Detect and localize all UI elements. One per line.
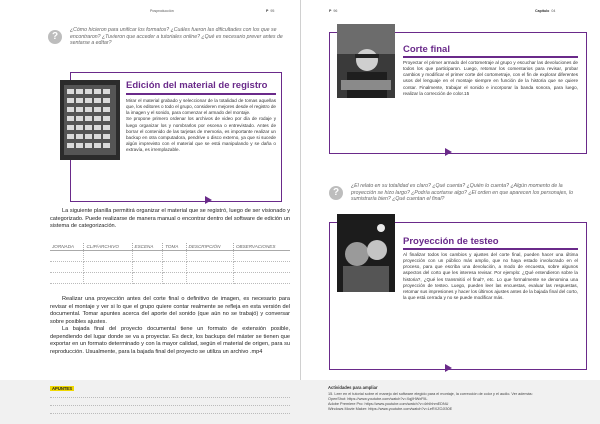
play-icon: [445, 148, 452, 156]
paragraph-bajada: La bajada final del proyecto documental tiene un formato de extensión posible, dependiendo del lugar donde se va a proyectar. Es decir, los backups del máster se tienen que exportar en un formato determinado y con la mayor calidad, según el material de origen, para su reproducción. Usualmente, para la bajada final del proyecto se utiliza un archivo .mp4: [50, 326, 290, 356]
activities-text: [328, 392, 590, 412]
right-page-number: [329, 9, 337, 13]
page-number: 95: [270, 9, 275, 13]
notes-line: [50, 397, 290, 398]
question-text: ¿Cómo hicieron para unificar los formatos? ¿Cuáles fueron las dificultades con los que se encontraron? ¿Tuvieron que acceder a tutoriales online? ¿Qué es necesario prever antes de sentarse a editar?: [70, 27, 283, 47]
section-title: Posproducción: [150, 9, 174, 13]
page-number: 96: [333, 9, 338, 13]
col-observaciones: OBSERVACIONES: [233, 243, 290, 251]
camera-photo: [60, 80, 120, 160]
title-underline: [126, 93, 276, 95]
table-row: [50, 273, 290, 284]
title-underline: [403, 56, 578, 58]
activities-line: 15. Leer en el tutorial sobre el manejo del software elegido para el montaje, la corrección de color y el audio. Ver además:: [328, 392, 533, 396]
audience-photo: [337, 214, 395, 292]
notes-label: APUNTES: [52, 386, 73, 391]
categorization-table: [50, 243, 290, 284]
corte-final-text: Proyectar el primer armado del cortometraje al grupo y escuchar las devoluciones de todos los que participaron. Luego, retomar los comentarios para revisar, probar cambios y modificar el primer corte del cortometraje, con el fin de explorar diferentes usos del lenguaje en el montaje siempre en función de la historia que se quiere contar. Finalmente, trabajar el sonido e incorporar la banda sonora, para luego, realizar la corrección de color.15: [403, 60, 578, 96]
question-icon: ?: [329, 186, 343, 200]
proyeccion-testeo-title: Proyección de testeo: [403, 236, 499, 247]
edicion-paragraph-2: Se propone primero ordenar los archivos de video por día de rodaje y luego organizar los y nombrarlos por escena o entrevistado. Antes de borrar el contenido de las tarjetas de memoria, es importante realizar un backup en otra computadora, pendrive o disco externo, ya que si sucede algún imprevisto con el material que se está manipulando y se daña o extravía, es irremplazable.: [126, 116, 276, 153]
title-underline: [403, 248, 578, 250]
camera-image: [60, 80, 120, 160]
play-icon: [445, 364, 452, 372]
activities-link[interactable]: OpenShot: https://www.youtube.com/watch?v=XqjlHWxFlIL: [328, 397, 428, 401]
left-page-number: [266, 9, 274, 13]
notes-line: [50, 413, 290, 414]
p-label: P: [266, 9, 269, 13]
right-page: [300, 0, 600, 424]
table-row: [50, 262, 290, 273]
col-descripcion: DESCRIPCIÓN: [186, 243, 233, 251]
notes-area: [0, 380, 300, 424]
col-clip-archivo: CLIP/ARCHIVO: [84, 243, 132, 251]
editor-image: [337, 24, 395, 98]
table-row: [50, 251, 290, 262]
col-escena: ESCENA: [132, 243, 163, 251]
chapter-number: 04: [551, 9, 556, 13]
col-jornada: JORNADA: [50, 243, 84, 251]
editor-photo: [337, 24, 395, 98]
activities-link[interactable]: Windows Movie Maker: https://www.youtube.com/watch?v=LeRXZOJI30E: [328, 407, 453, 411]
table-header-row: [50, 243, 290, 251]
activities-link[interactable]: Adobe Premiere Pro: https://www.youtube.com/watch?v=4rhlhhmEDNU: [328, 402, 449, 406]
p-label: P: [329, 9, 332, 13]
audience-image: [337, 214, 395, 292]
notes-line: [50, 405, 290, 406]
question-text: ¿El relato en su totalidad es claro? ¿Qué cuenta? ¿Quién lo cuenta? ¿Algún momento de la proyección se hizo largo? ¿Podría acortarse algo? ¿El orden en que aparecen los personajes, lo sumistraría bien? ¿Qué cuentan el final?: [351, 183, 574, 203]
edicion-title: Edición del material de registro: [126, 80, 268, 91]
play-icon: [205, 196, 212, 204]
paragraph-planilla: La siguiente planilla permitirá organizar el material que se registró, luego de ser visionado y categorizado. Puede realizarse de manera manual o encontrar dentro del software de edición un sistema de categorización.: [50, 208, 290, 230]
chapter-label: Capítulo: [535, 9, 550, 13]
edicion-text: [126, 98, 276, 153]
corte-final-title: Corte final: [403, 44, 450, 55]
chapter-header: [535, 9, 555, 13]
col-toma: TOMA: [163, 243, 186, 251]
proyeccion-testeo-text: Al finalizar todos los cambios y ajustes del corte final, pueden hacer una última proyección con un público más amplio, que no haya estado involucrado en el proceso, para que escriba una devolución, a modo de encuesta, sobre algunos aspectos del corto que les interesa revisar. Por ejemplo: ¿Qué entendieron sobre la historia?, ¿Qué les transmitió el final?, etc. Lo que formalmente se denomina una proyección de testeo. Luego, pueden leer las encuestas, evaluar las respuestas, retomar sus impresiones y hacer los últimos ajustes antes de la bajada final del corto, la que está cerrada y no se puede modificar más.: [403, 252, 578, 301]
left-page-header: [150, 9, 174, 13]
paragraph-proyeccion: Realizar una proyección antes del corte final o definitivo de imagen, es necesario para revisar el montaje y ver si lo que el grupo quiere contar realmente se refleja en esta versión del documental. Tomar apuntes acerca del aporte del sonido (que aún no se trabajó) y conversar sobre posibles ajustes.: [50, 296, 290, 326]
edicion-paragraph-1: Mirar el material grabado y seleccionar de la totalidad de tomas aquellas que, los editores o todo el grupo, consideren mejores desde el registro de la imagen y el sonido, para comenzar el armado del montaje.: [126, 98, 276, 116]
question-icon: ?: [48, 30, 62, 44]
activities-title: Actividades para ampliar: [328, 385, 378, 390]
